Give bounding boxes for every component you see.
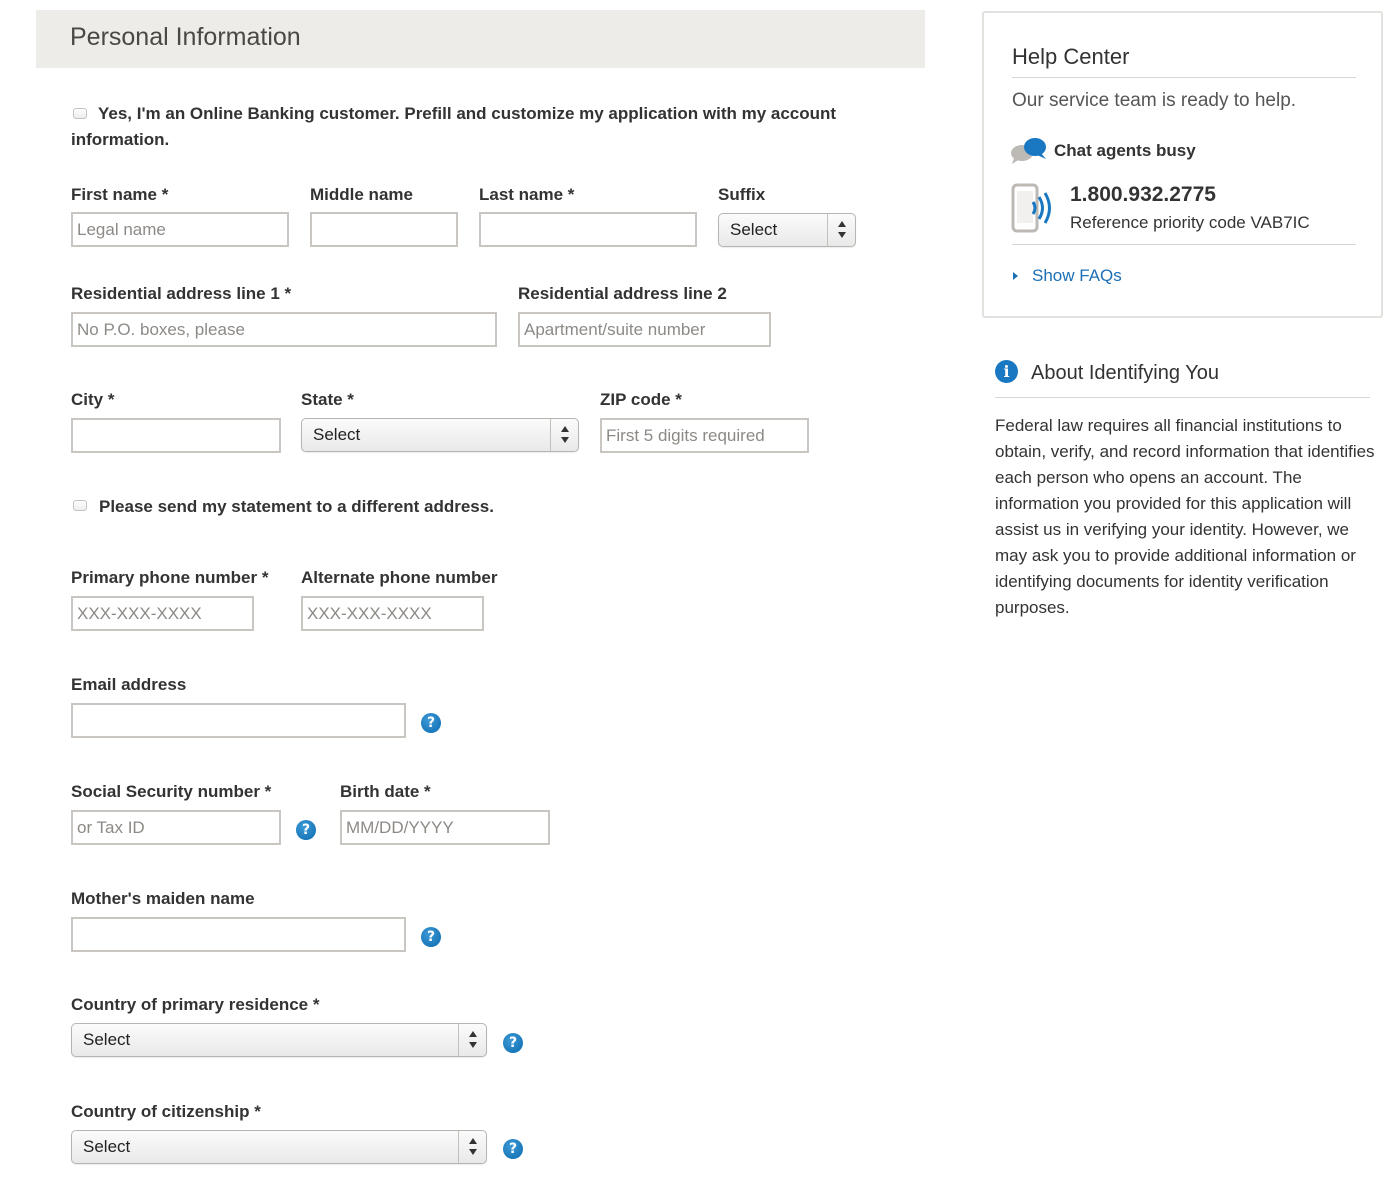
country-citizenship-help-icon[interactable]: ? [503,1139,523,1159]
section-title: Personal Information [70,23,301,51]
different-address-checkbox[interactable] [73,500,87,511]
suffix-select[interactable] [718,213,856,247]
city-input[interactable] [71,418,281,453]
help-center-panel [982,11,1383,318]
address2-label: Residential address line 2 [518,284,727,303]
phone-number: 1.800.932.2775 [1070,183,1216,206]
country-citizenship-select-value: Select [83,1137,131,1156]
email-label: Email address [71,675,187,694]
maiden-name-label: Mother's maiden name [71,889,255,908]
select-arrows-icon [550,419,578,451]
caret-right-icon [1013,272,1018,280]
birth-date-label: Birth date * [340,782,431,801]
about-title: About Identifying You [1031,362,1219,384]
show-faqs-link[interactable]: Show FAQs [1032,266,1122,285]
chat-bubble-icon[interactable] [1011,137,1049,165]
different-address-label: Please send my statement to a different address. [99,497,494,516]
middle-name-input[interactable] [310,212,458,247]
select-arrows-icon [458,1024,486,1056]
last-name-input[interactable] [479,212,697,247]
ssn-help-icon[interactable]: ? [296,820,316,840]
address1-label: Residential address line 1 * [71,284,292,303]
suffix-label: Suffix [718,185,766,204]
select-arrows-icon [827,214,855,246]
country-residence-label: Country of primary residence * [71,995,320,1014]
country-citizenship-label: Country of citizenship * [71,1102,261,1121]
help-center-title: Help Center [1012,44,1130,69]
divider [1012,77,1356,78]
ssn-input[interactable] [71,810,281,845]
divider [1012,244,1356,245]
ssn-label: Social Security number * [71,782,272,801]
select-arrows-icon [458,1131,486,1163]
phone-icon [1011,183,1057,235]
last-name-label: Last name * [479,185,575,204]
first-name-input[interactable] [71,212,289,247]
divider [995,397,1370,398]
suffix-select-value: Select [730,220,778,239]
maiden-name-input[interactable] [71,917,406,952]
maiden-name-help-icon[interactable]: ? [421,927,441,947]
state-select[interactable] [301,418,579,452]
chat-status[interactable]: Chat agents busy [1054,141,1196,160]
info-icon: i [995,360,1018,383]
reference-code: Reference priority code VAB7IC [1070,213,1310,232]
country-residence-select-value: Select [83,1030,131,1049]
email-input[interactable] [71,703,406,738]
prefill-label: Yes, I'm an Online Banking customer. Prefill and customize my application with my account information. [71,104,837,149]
email-help-icon[interactable]: ? [421,713,441,733]
zip-input[interactable] [600,418,809,453]
country-residence-select[interactable] [71,1023,487,1057]
alternate-phone-input[interactable] [301,596,484,631]
about-body: Federal law requires all financial institutions to obtain, verify, and record information that identifies each person who opens an account. The information you provided for this application will assist us in verifying your identity. However, we may ask you to provide additional information or identifying documents for identity verification purposes. [995,416,1375,617]
city-label: City * [71,390,115,409]
primary-phone-input[interactable] [71,596,254,631]
help-center-subtitle: Our service team is ready to help. [1012,90,1297,111]
birth-date-input[interactable] [340,810,550,845]
address1-input[interactable] [71,312,497,347]
alternate-phone-label: Alternate phone number [301,568,498,587]
state-select-value: Select [313,425,361,444]
section-header [36,10,925,68]
state-label: State * [301,390,354,409]
middle-name-label: Middle name [310,185,413,204]
country-residence-help-icon[interactable]: ? [503,1033,523,1053]
country-citizenship-select[interactable] [71,1130,487,1164]
zip-label: ZIP code * [600,390,682,409]
primary-phone-label: Primary phone number * [71,568,269,587]
address2-input[interactable] [518,312,771,347]
first-name-label: First name * [71,185,169,204]
